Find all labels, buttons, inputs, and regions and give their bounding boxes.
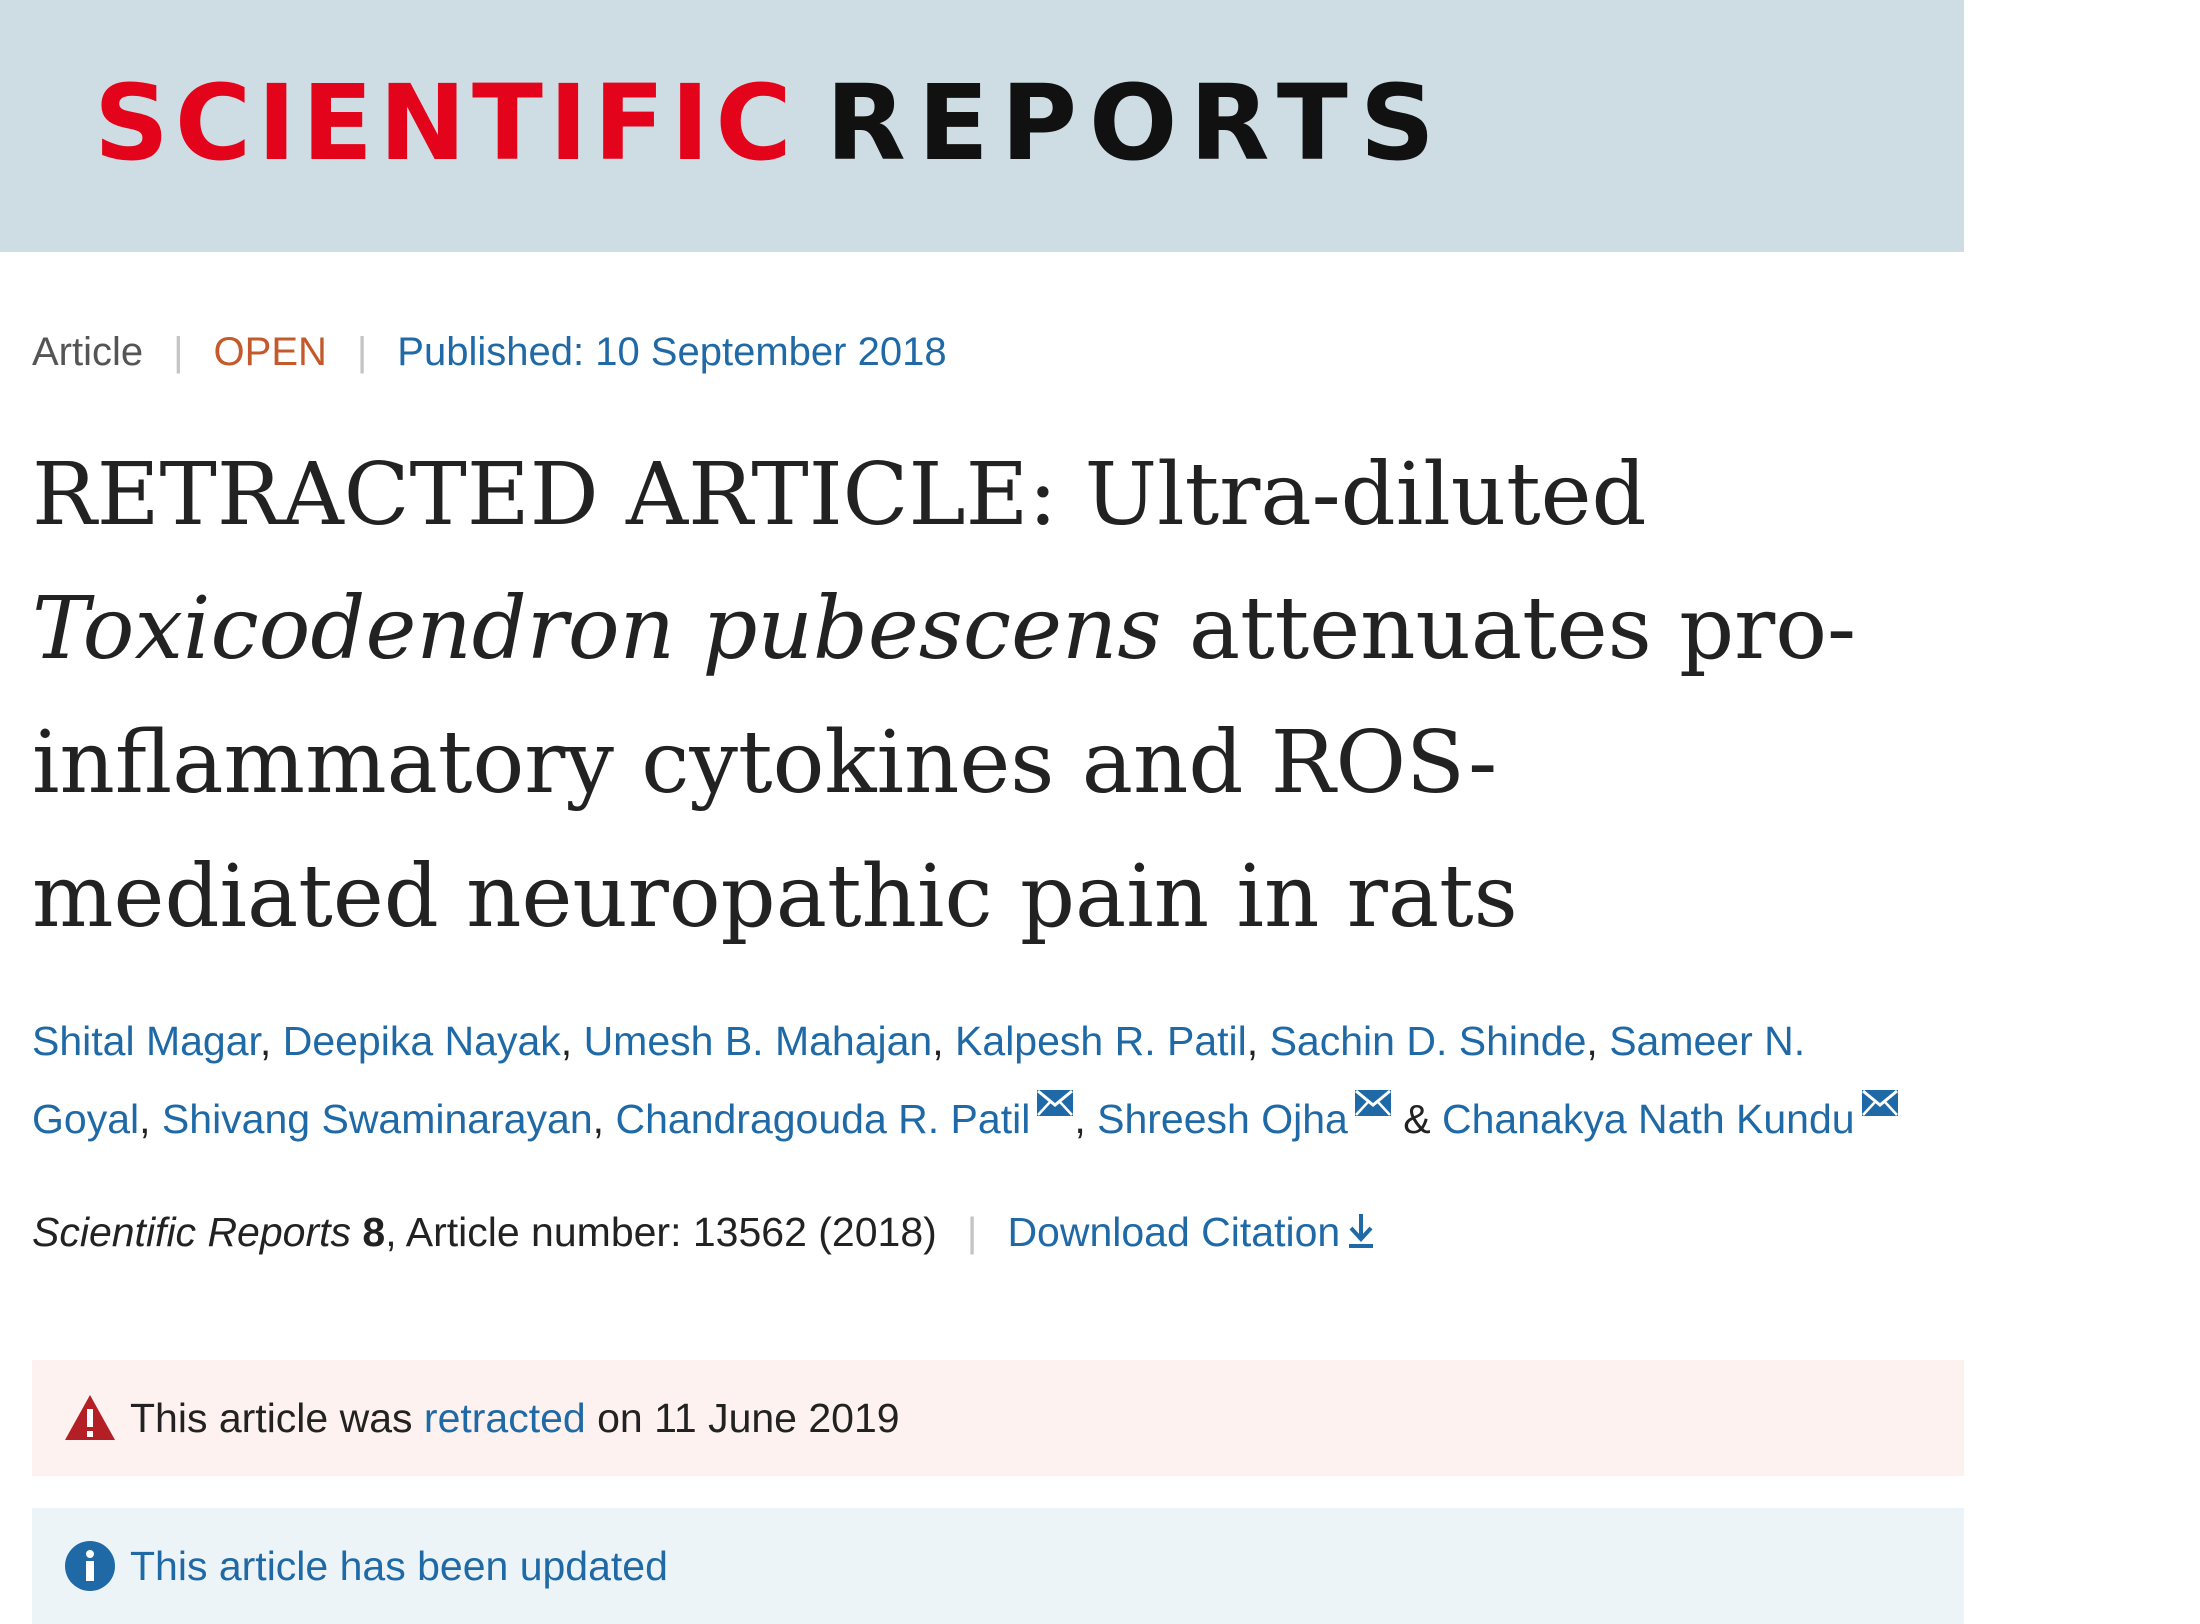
author-link[interactable]: Chandragouda R. Patil — [615, 1096, 1031, 1142]
site-header — [0, 0, 1964, 252]
download-citation-link[interactable] — [1007, 1209, 1376, 1255]
published-date: Published: 10 September 2018 — [397, 330, 947, 374]
retraction-text — [130, 1395, 900, 1442]
author-separator: , — [1246, 1018, 1259, 1064]
open-access-badge: OPEN — [213, 330, 327, 374]
title-line-2-rest: attenuates pro- — [1161, 579, 1857, 679]
logo-reports: REPORTS — [825, 62, 1447, 184]
citation-line — [32, 1202, 1376, 1262]
retraction-date: on 11 June 2019 — [585, 1394, 900, 1441]
envelope-icon[interactable] — [1036, 1089, 1074, 1117]
author-link[interactable]: Deepika Nayak — [282, 1018, 561, 1064]
author-separator: , — [259, 1018, 272, 1064]
author-link[interactable]: Umesh B. Mahajan — [583, 1018, 933, 1064]
author-link[interactable]: Chanakya Nath Kundu — [1442, 1096, 1855, 1142]
author-line-2 — [32, 1080, 1952, 1158]
article-title — [32, 428, 1932, 964]
author-link[interactable]: Shivang Swaminarayan — [161, 1096, 593, 1142]
author-link[interactable]: Shreesh Ojha — [1097, 1096, 1348, 1142]
author-link[interactable]: Shital Magar — [32, 1018, 260, 1064]
article-type: Article — [32, 330, 144, 374]
journal-name: Scientific Reports — [32, 1209, 352, 1255]
logo-scientific: SCIENTIFIC — [94, 62, 798, 184]
article-number: , Article number: 13562 (2018) — [385, 1209, 937, 1255]
author-separator: , — [139, 1096, 151, 1142]
retracted-link[interactable]: retracted — [423, 1394, 586, 1441]
download-citation-label: Download Citation — [1007, 1209, 1341, 1255]
author-separator: , — [592, 1096, 605, 1142]
article-meta — [32, 326, 947, 378]
journal-volume: 8 — [362, 1209, 386, 1255]
update-notice[interactable] — [32, 1508, 1964, 1624]
author-link[interactable]: Sameer N. — [1609, 1018, 1806, 1064]
retraction-prefix: This article was — [130, 1394, 424, 1441]
author-separator: , — [1074, 1096, 1086, 1142]
author-link[interactable]: Sachin D. Shinde — [1269, 1018, 1587, 1064]
title-line-1: RETRACTED ARTICLE: Ultra-diluted — [32, 445, 1647, 545]
author-list — [32, 1002, 1952, 1158]
title-species: Toxicodendron pubescens — [32, 579, 1162, 679]
envelope-icon[interactable] — [1861, 1089, 1899, 1117]
citation-divider: | — [966, 1209, 978, 1255]
title-line-2 — [32, 562, 1932, 696]
download-arrow-icon — [1346, 1210, 1376, 1250]
author-separator: , — [560, 1018, 573, 1064]
meta-divider: | — [356, 330, 368, 374]
author-separator: , — [1586, 1018, 1598, 1064]
author-separator: , — [932, 1018, 944, 1064]
update-text[interactable]: This article has been updated — [130, 1542, 668, 1589]
author-line-1 — [32, 1002, 1952, 1080]
retraction-notice — [32, 1360, 1964, 1476]
title-line-4: mediated neuropathic pain in rats — [32, 847, 1518, 947]
author-link[interactable]: Goyal — [32, 1096, 140, 1142]
warning-triangle-icon — [64, 1392, 116, 1444]
info-circle-icon — [64, 1540, 116, 1592]
author-link[interactable]: Kalpesh R. Patil — [955, 1018, 1247, 1064]
author-ampersand: & — [1403, 1096, 1431, 1142]
meta-divider: | — [173, 330, 184, 374]
title-line-3: inflammatory cytokines and ROS- — [32, 713, 1498, 813]
envelope-icon[interactable] — [1354, 1089, 1392, 1117]
journal-logo[interactable] — [94, 62, 1447, 184]
